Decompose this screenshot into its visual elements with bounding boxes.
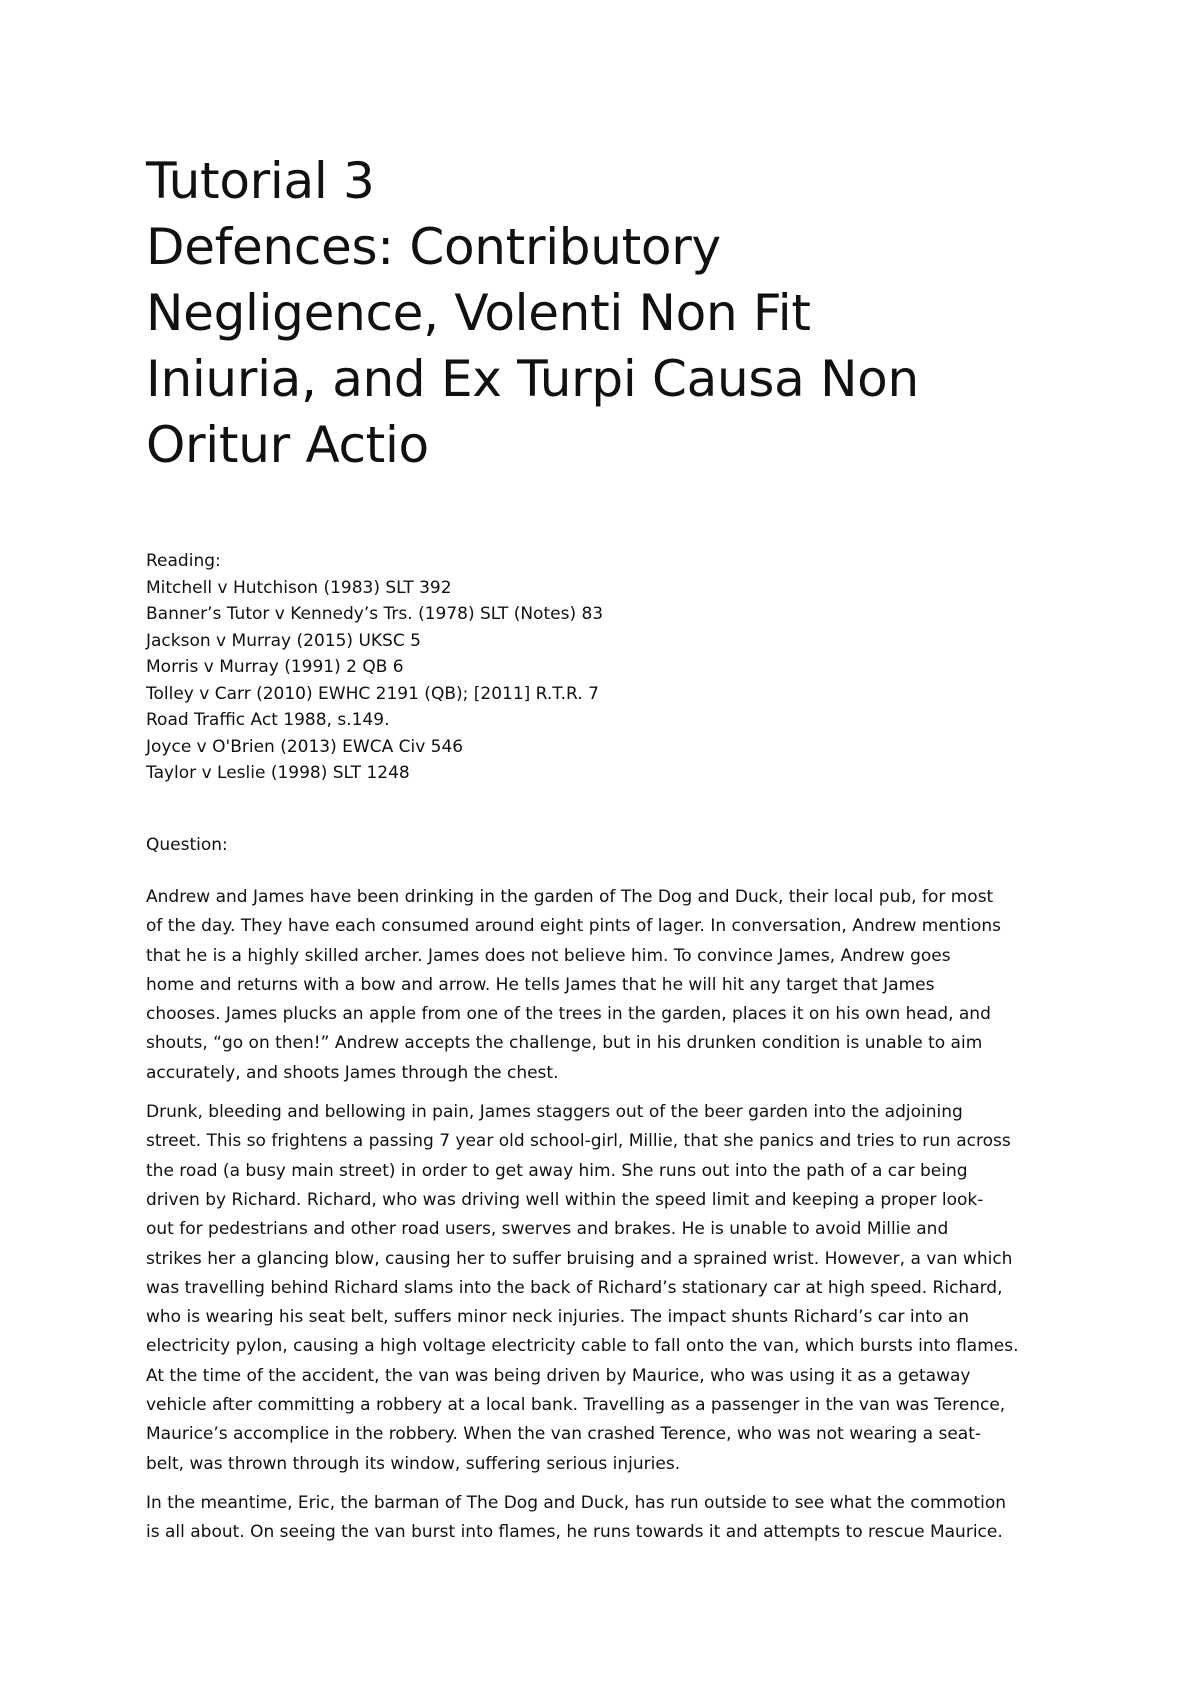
question-paragraph (146, 1098, 1066, 1479)
document-title (146, 148, 1066, 478)
paragraph-line: shouts, “go on then!” Andrew accepts the challenge, but in his drunken condition is unable to aim (146, 1033, 983, 1054)
paragraph-line: street. This so frightens a passing 7 year old school-girl, Millie, that she panics and tries to run across (146, 1131, 1011, 1152)
paragraph-line: out for pedestrians and other road users, swerves and brakes. He is unable to avoid Millie and (146, 1219, 949, 1240)
reading-item: Joyce v O'Brien (2013) EWCA Civ 546 (146, 736, 464, 757)
paragraph-line: was travelling behind Richard slams into the back of Richard’s stationary car at high speed. Richard, (146, 1277, 1003, 1298)
paragraph-line: chooses. James plucks an apple from one of the trees in the garden, places it on his own head, and (146, 1004, 991, 1025)
title-line: Tutorial 3 (146, 152, 375, 210)
reading-label: Reading: (146, 551, 221, 571)
paragraph-line: accurately, and shoots James through the chest. (146, 1062, 559, 1083)
reading-item: Morris v Murray (1991) 2 QB 6 (146, 657, 404, 677)
reading-item: Taylor v Leslie (1998) SLT 1248 (146, 763, 410, 783)
question-body (146, 883, 1066, 1548)
question-paragraph (146, 1489, 1066, 1548)
reading-item: Tolley v Carr (2010) EWHC 2191 (QB); [2011] R.T.R. 7 (146, 683, 599, 704)
paragraph-line: driven by Richard. Richard, who was driving well within the speed limit and keeping a proper look- (146, 1189, 984, 1210)
question-paragraph (146, 883, 1066, 1088)
paragraph-line: Andrew and James have been drinking in the garden of The Dog and Duck, their local pub, for most (146, 887, 994, 907)
paragraph-line: belt, was thrown through its window, suffering serious injuries. (146, 1453, 681, 1474)
document-page (146, 148, 1066, 1548)
reading-item: Road Traffic Act 1988, s.149. (146, 710, 390, 730)
paragraph-line: At the time of the accident, the van was being driven by Maurice, who was using it as a getaway (146, 1365, 971, 1386)
reading-item: Jackson v Murray (2015) UKSC 5 (146, 630, 421, 651)
paragraph-line: that he is a highly skilled archer. James does not believe him. To convince James, Andrew goes (146, 945, 951, 966)
paragraph-line: Maurice’s accomplice in the robbery. When the van crashed Terence, who was not wearing a seat- (146, 1424, 982, 1445)
paragraph-line: vehicle after committing a robbery at a local bank. Travelling as a passenger in the van was Terence, (146, 1395, 1006, 1416)
paragraph-line: who is wearing his seat belt, suffers minor neck injuries. The impact shunts Richard’s car into an (146, 1307, 970, 1328)
title-line: Negligence, Volenti Non Fit (146, 284, 811, 342)
reading-list (146, 548, 1066, 787)
question-label: Question: (146, 834, 228, 855)
paragraph-line: strikes her a glancing blow, causing her to suffer bruising and a sprained wrist. However, a van which (146, 1248, 1013, 1269)
paragraph-line: In the meantime, Eric, the barman of The Dog and Duck, has run outside to see what the commotion (146, 1492, 1007, 1513)
reading-item: Banner’s Tutor v Kennedy’s Trs. (1978) SLT (Notes) 83 (146, 604, 604, 624)
paragraph-line: the road (a busy main street) in order to get away him. She runs out into the path of a car being (146, 1160, 968, 1181)
reading-item: Mitchell v Hutchison (1983) SLT 392 (146, 577, 452, 598)
paragraph-line: Drunk, bleeding and bellowing in pain, James staggers out of the beer garden into the adjoining (146, 1102, 963, 1123)
paragraph-line: home and returns with a bow and arrow. He tells James that he will hit any target that James (146, 974, 935, 995)
paragraph-line: of the day. They have each consumed around eight pints of lager. In conversation, Andrew mentions (146, 916, 1001, 937)
title-line: Iniuria, and Ex Turpi Causa Non (146, 350, 919, 408)
paragraph-line: is all about. On seeing the van burst into flames, he runs towards it and attempts to rescue Maurice. (146, 1522, 1003, 1543)
title-line: Defences: Contributory (146, 218, 721, 276)
title-line: Oritur Actio (146, 416, 429, 474)
paragraph-line: electricity pylon, causing a high voltage electricity cable to fall onto the van, which bursts into flames. (146, 1336, 1019, 1357)
